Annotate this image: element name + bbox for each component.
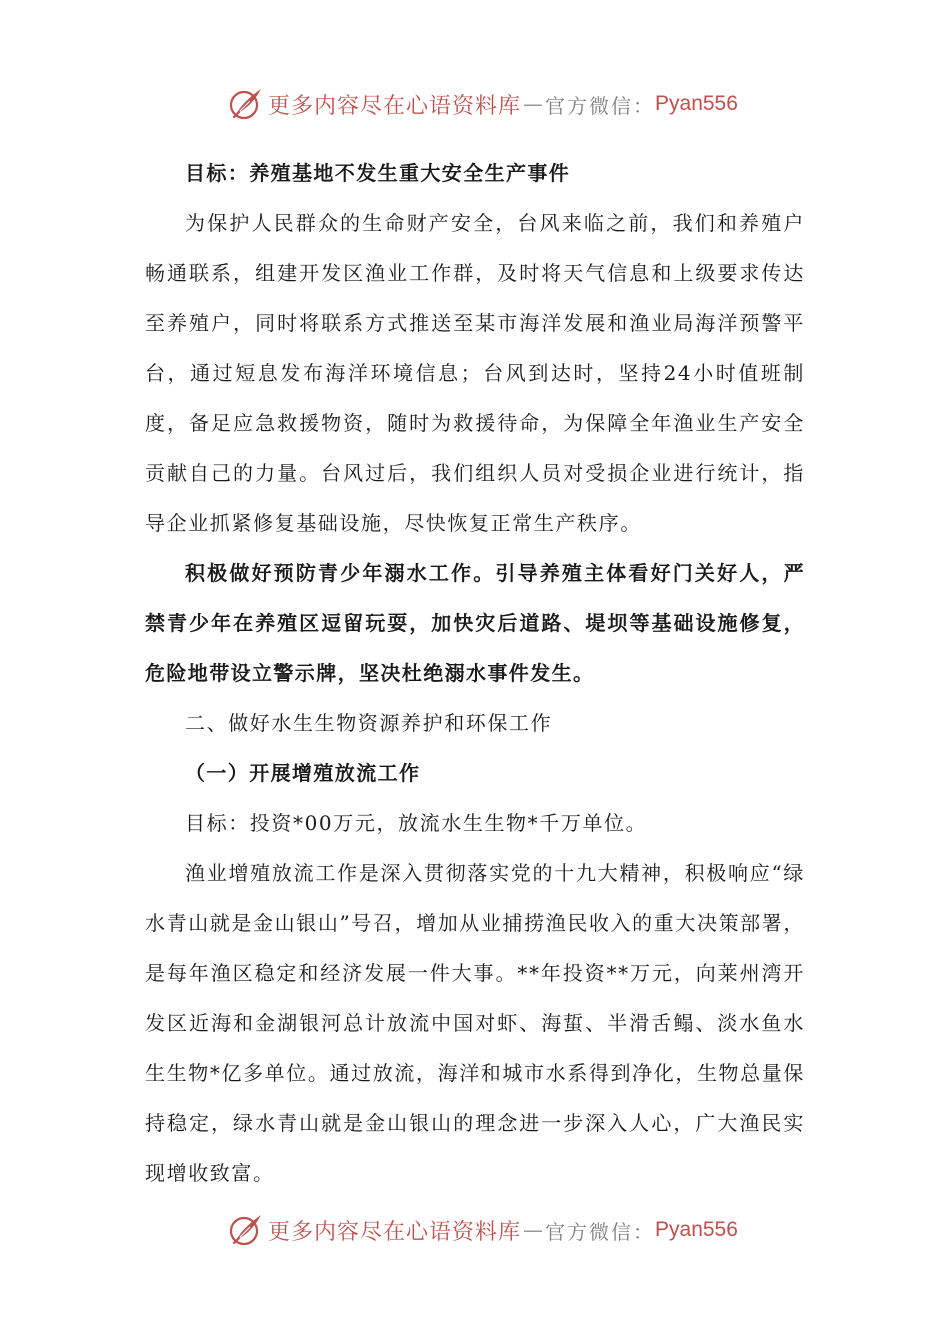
watermark-wechat-id: Pyan556 <box>655 1218 738 1241</box>
watermark-dash: — <box>523 1218 544 1242</box>
watermark-dash: — <box>523 92 544 116</box>
section-heading-2: 二、做好水生生物资源养护和环保工作 <box>185 711 553 735</box>
subsection-heading-1: （一）开展增殖放流工作 <box>185 761 421 785</box>
watermark-label: 官方微信： <box>545 1219 656 1244</box>
watermark-label: 官方微信： <box>545 93 656 118</box>
watermark-footer <box>228 1210 738 1250</box>
drowning-prevention-paragraph: 积极做好预防青少年溺水工作。引导养殖主体看好门关好人，严禁青少年在养殖区逗留玩耍，加快灾后道路、堤坝等基础设施修复，危险地带设立警示牌，坚决杜绝溺水事件发生。 <box>145 561 805 685</box>
document-body <box>145 148 805 1198</box>
watermark-title: 更多内容尽在心语资料库 <box>268 1219 522 1245</box>
watermark-wechat-id: Pyan556 <box>655 92 738 115</box>
release-paragraph: 渔业增殖放流工作是深入贯彻落实党的十九大精神，积极响应“绿水青山就是金山银山”号召，增加从业捕捞渔民收入的重大决策部署，是每年渔区稳定和经济发展一件大事。**年投资**万元，向莱州湾开发区近海和金湖银河总计放流中国对虾、海蜇、半滑舌鳎、淡水鱼水生生物*亿多单位。通过放流，海洋和城市水系得到净化，生物总量保持稳定，绿水青山就是金山银山的理念进一步深入人心，广大渔民实现增收致富。 <box>145 861 805 1185</box>
watermark-title: 更多内容尽在心语资料库 <box>268 93 522 119</box>
quill-pen-logo-icon <box>228 86 264 122</box>
quill-pen-logo-icon <box>228 1212 264 1248</box>
typhoon-paragraph: 为保护人民群众的生命财产安全，台风来临之前，我们和养殖户畅通联系，组建开发区渔业工作群，及时将天气信息和上级要求传达至养殖户，同时将联系方式推送至某市海洋发展和渔业局海洋预警平台，通过短息发布海洋环境信息；台风到达时，坚持24小时值班制度，备足应急救援物资，随时为救援待命，为保障全年渔业生产安全贡献自己的力量。台风过后，我们组织人员对受损企业进行统计，指导企业抓紧修复基础设施，尽快恢复正常生产秩序。 <box>145 211 805 535</box>
watermark-header <box>228 84 738 124</box>
goal-heading: 目标：养殖基地不发生重大安全生产事件 <box>185 161 571 185</box>
release-goal: 目标：投资*00万元，放流水生生物*千万单位。 <box>185 811 648 835</box>
